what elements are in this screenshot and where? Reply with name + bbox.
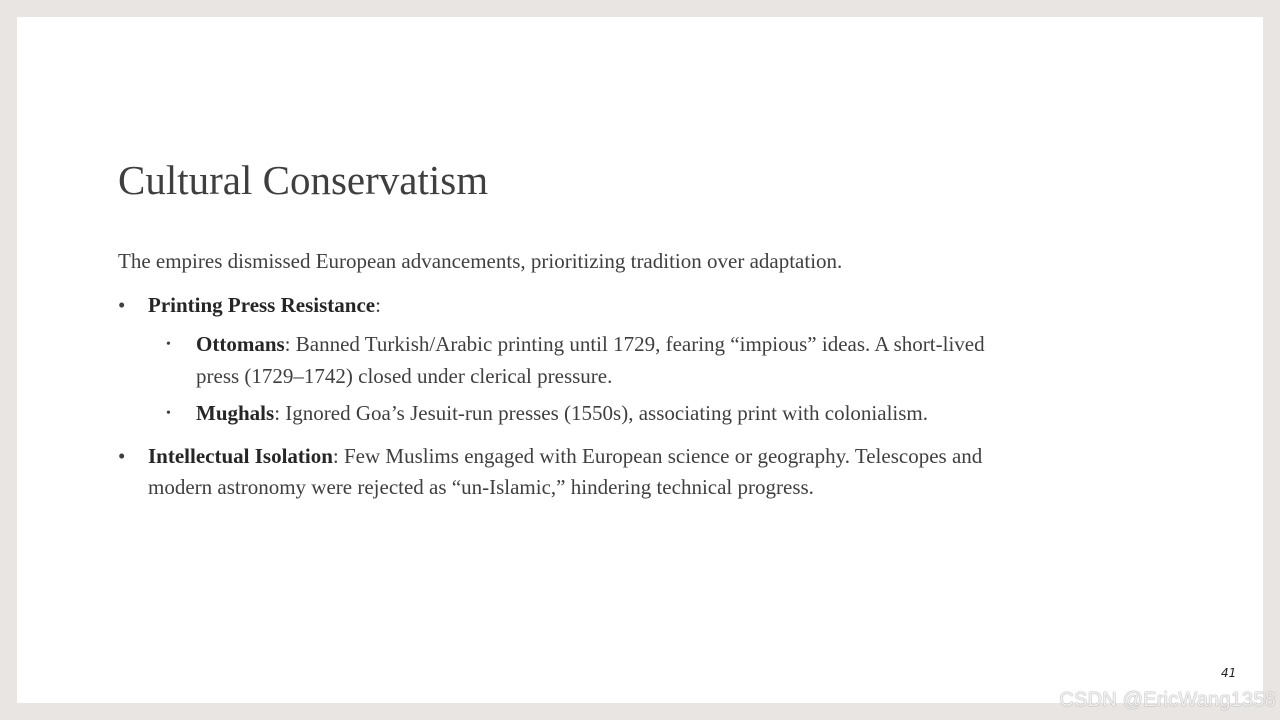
- bullet-heading: Intellectual Isolation: [148, 443, 333, 468]
- page-number: 41: [1221, 666, 1237, 680]
- intro-text: The empires dismissed European advancements, prioritizing tradition over adaptation.: [118, 249, 843, 273]
- bullet-heading: Printing Press Resistance: [148, 292, 376, 317]
- bullet-marker: •: [118, 443, 126, 468]
- watermark-text: CSDN @EricWang1358: [1059, 689, 1276, 711]
- sub-bullet-ottomans: [148, 329, 998, 392]
- bullet-printing-press: [118, 290, 998, 322]
- slide-content: [118, 246, 998, 504]
- sub-bullet-heading: Mughals: [196, 401, 275, 425]
- bullet-text: :: [375, 292, 381, 317]
- slide: [17, 17, 1263, 703]
- sub-bullet-marker: •: [166, 406, 171, 421]
- bullet-marker: •: [118, 292, 126, 317]
- sub-bullet-text: : Banned Turkish/Arabic printing until 1729, fearing “impious” ideas. A short-lived press (1729–1742) closed under clerical pressure.: [196, 332, 985, 388]
- sub-bullet-mughals: [148, 398, 998, 430]
- sub-bullet-text: : Ignored Goa’s Jesuit-run presses (1550s), associating print with colonialism.: [274, 401, 928, 425]
- sub-bullet-marker: •: [166, 337, 171, 352]
- bullet-intellectual-isolation: [118, 441, 998, 504]
- slide-title: Cultural Conservatism: [118, 157, 489, 203]
- sub-bullet-list: [118, 329, 998, 430]
- sub-bullet-heading: Ottomans: [196, 332, 285, 356]
- bullet-text: : Few Muslims engaged with European science or geography. Telescopes and modern astronomy were rejected as “un-Islamic,” hindering technical progress.: [148, 443, 983, 499]
